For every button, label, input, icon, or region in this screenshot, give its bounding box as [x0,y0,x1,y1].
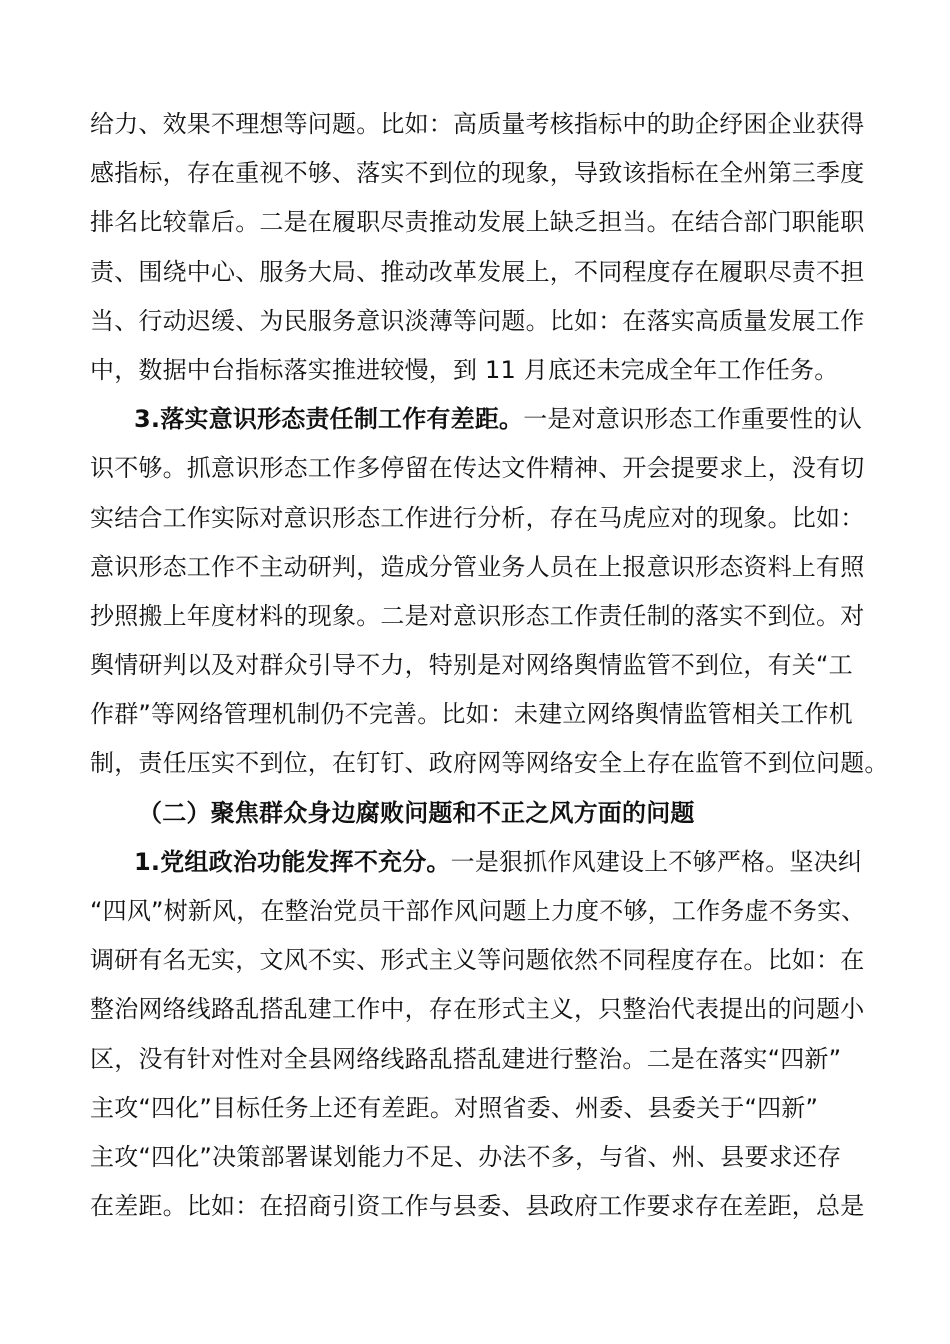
paragraph-line: 排名比较靠后。二是在履职尽责推动发展上缺乏担当。在结合部门职能职 [90,208,865,237]
paragraph-line: 舆情研判以及对群众引导不力，特别是对网络舆情监管不到位，有关“工 [90,651,853,680]
paragraph-line: 调研有名无实，文风不实、形式主义等问题依然不同程度存在。比如：在 [90,946,865,975]
section-1-heading: 1.党组政治功能发挥不充分。 [134,847,451,876]
section-3-heading: 3.落实意识形态责任制工作有差距。 [134,405,524,434]
paragraph-line: “四风”树新风，在整治党员干部作风问题上力度不够，工作务虚不务实、 [90,897,866,925]
section-1-first-line [90,838,880,887]
paragraph-line: 抄照搬上年度材料的现象。二是对意识形态工作责任制的落实不到位。对 [90,601,865,630]
section-3-first-line-text: 一是对意识形态工作重要性的认 [523,405,863,434]
paragraph-line: 责、围绕中心、服务大局、推动改革发展上，不同程度存在履职尽责不担 [90,257,865,286]
paragraph-line: 给力、效果不理想等问题。比如：高质量考核指标中的助企纾困企业获得 [90,110,865,138]
paragraph-line: 作群”等网络管理机制仍不完善。比如：未建立网络舆情监管相关工作机 [90,700,853,729]
document-body [90,100,889,1231]
paragraph-line: 识不够。抓意识形态工作多停留在传达文件精神、开会提要求上，没有切 [90,454,865,483]
paragraph-line: 感指标，存在重视不够、落实不到位的现象，导致该指标在全州第三季度 [90,159,865,188]
paragraph-line: 整治网络线路乱搭乱建工作中，存在形式主义，只整治代表提出的问题小 [90,995,865,1024]
section-1-first-line-text: 一是狠抓作风建设上不够严格。坚决纠 [450,847,863,876]
section-two-heading: （二）聚焦群众身边腐败问题和不正之风方面的问题 [138,798,695,827]
paragraph-line: 在差距。比如：在招商引资工作与县委、县政府工作要求存在差距，总是 [90,1192,865,1221]
paragraph-line: 当、行动迟缓、为民服务意识淡薄等问题。比如：在落实高质量发展工作 [90,306,865,335]
paragraph-line: 制，责任压实不到位，在钉钉、政府网等网络安全上存在监管不到位问题。 [90,749,889,778]
paragraph-line: 主攻“四化”决策部署谋划能力不足、办法不多，与省、州、县要求还存 [90,1142,842,1171]
section-3-first-line [90,395,880,444]
paragraph-line: 意识形态工作不主动研判，造成分管业务人员在上报意识形态资料上有照 [90,552,865,581]
paragraph-line: 实结合工作实际对意识形态工作进行分析，存在马虎应对的现象。比如： [90,503,865,532]
paragraph-line: 主攻“四化”目标任务上还有差距。对照省委、州委、县委关于“四新” [90,1093,819,1122]
paragraph-line: 中，数据中台指标落实推进较慢，到 11 月底还未完成全年工作任务。 [90,355,839,384]
paragraph-line: 区，没有针对性对全县网络线路乱搭乱建进行整治。二是在落实“四新” [90,1044,842,1073]
